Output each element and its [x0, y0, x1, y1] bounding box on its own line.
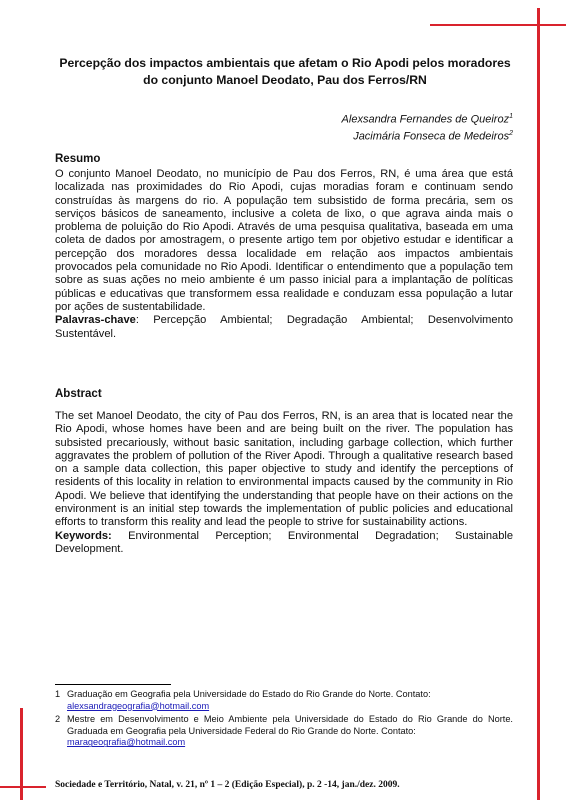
email-link[interactable]: marageografia@hotmail.com [67, 737, 186, 748]
email-link[interactable]: alexsandrageografia@hotmail.com [67, 700, 210, 711]
abstract-paragraph: The set Manoel Deodato, the city of Pau dos Ferros, RN, is an area that is located near the Rio Apodi, whose homes have been and are being built on the river. The population has subsisted precariously, without basic sanitation, including garbage collection, which further aggravates the problem of pollution of the River Apodi. Through a qualitative research based on a sample data collection, this paper objective to study and identify the perceptions of residents of this locality in relation to environmental impacts caused by the community in Rio Apodi. We believe that identifying the understanding that people have on their actions on the environment is an initial step towards the implementation of public policies and educational efforts to transform this reality and lead the people to strive for sustainability actions. [55, 410, 513, 529]
resumo-section [55, 168, 513, 341]
decorative-red-horizontal-line-top [430, 24, 566, 26]
footnote-mark: 1 [509, 113, 513, 120]
footnote-2 [55, 714, 513, 749]
footnote-1 [55, 689, 513, 712]
abstract-heading: Abstract [55, 388, 102, 400]
keywords-label: Keywords: [55, 529, 112, 542]
footnote-divider [55, 684, 171, 685]
paper-title: Percepção dos impactos ambientais que afetam o Rio Apodi pelos moradores do conjunto Manoel Deodato, Pau dos Ferros/RN [59, 56, 511, 87]
resumo-heading: Resumo [55, 153, 101, 165]
decorative-red-vertical-line-right [537, 8, 540, 800]
footnotes [55, 689, 513, 751]
decorative-red-horizontal-line-bottom [0, 786, 46, 788]
footnote-number: 2 [55, 714, 61, 725]
footnote-text: Mestre em Desenvolvimento e Meio Ambiente pela Universidade do Estado do Rio Grande do Norte. Graduada em Geografia pela Universidade Federal do Rio Grande do Norte. Contato: [67, 714, 513, 736]
resumo-paragraph: O conjunto Manoel Deodato, no município de Pau dos Ferros, RN, é uma área que está localizada nas proximidades do Rio Apodi, cujas moradias foram e continuam sendo construídas às margens do rio. A população tem subsistido de forma precária, sem os serviços básicos de saneamento, inclusive a coleta de lixo, o que agrava ainda mais o problema de poluição do Rio Apodi. Através de uma pesquisa qualitativa, baseada em uma coleta de dados por amostragem, o presente artigo tem por objetivo estudar e identificar a percepção dos moradores dessa localidade em relação aos impactos ambientais provocados pela comunidade no Rio Apodi. Identificar o entendimento que a população tem sobre as suas ações no meio ambiente é um passo inicial para a implantação de políticas públicas e educativas que transformem essa realidade e conduzam essa população a lutar por ações de sustentabilidade. [55, 168, 513, 313]
journal-citation-footer: Sociedade e Território, Natal, v. 21, nº 1 – 2 (Edição Especial), p. 2 -14, jan./dez. 2009. [55, 780, 400, 790]
author-1 [342, 110, 513, 127]
authors-block [342, 110, 513, 143]
keywords-label: Palavras-chave [55, 314, 136, 327]
author-name: Jacimária Fonseca de Medeiros [353, 130, 510, 143]
abstract-section [55, 410, 513, 556]
author-name: Alexsandra Fernandes de Queiroz [341, 113, 510, 126]
footnote-number: 1 [55, 689, 61, 699]
footnote-mark: 2 [509, 129, 513, 137]
author-2 [342, 127, 513, 144]
footnote-text: Graduação em Geografia pela Universidade do Estado do Rio Grande do Norte. Contato: [67, 689, 431, 699]
keywords-text: : Percepção Ambiental; Degradação Ambiental; Desenvolvimento Sustentável. [55, 314, 513, 340]
keywords-text: Environmental Perception; Environmental Degradation; Sustainable Development. [55, 529, 513, 555]
